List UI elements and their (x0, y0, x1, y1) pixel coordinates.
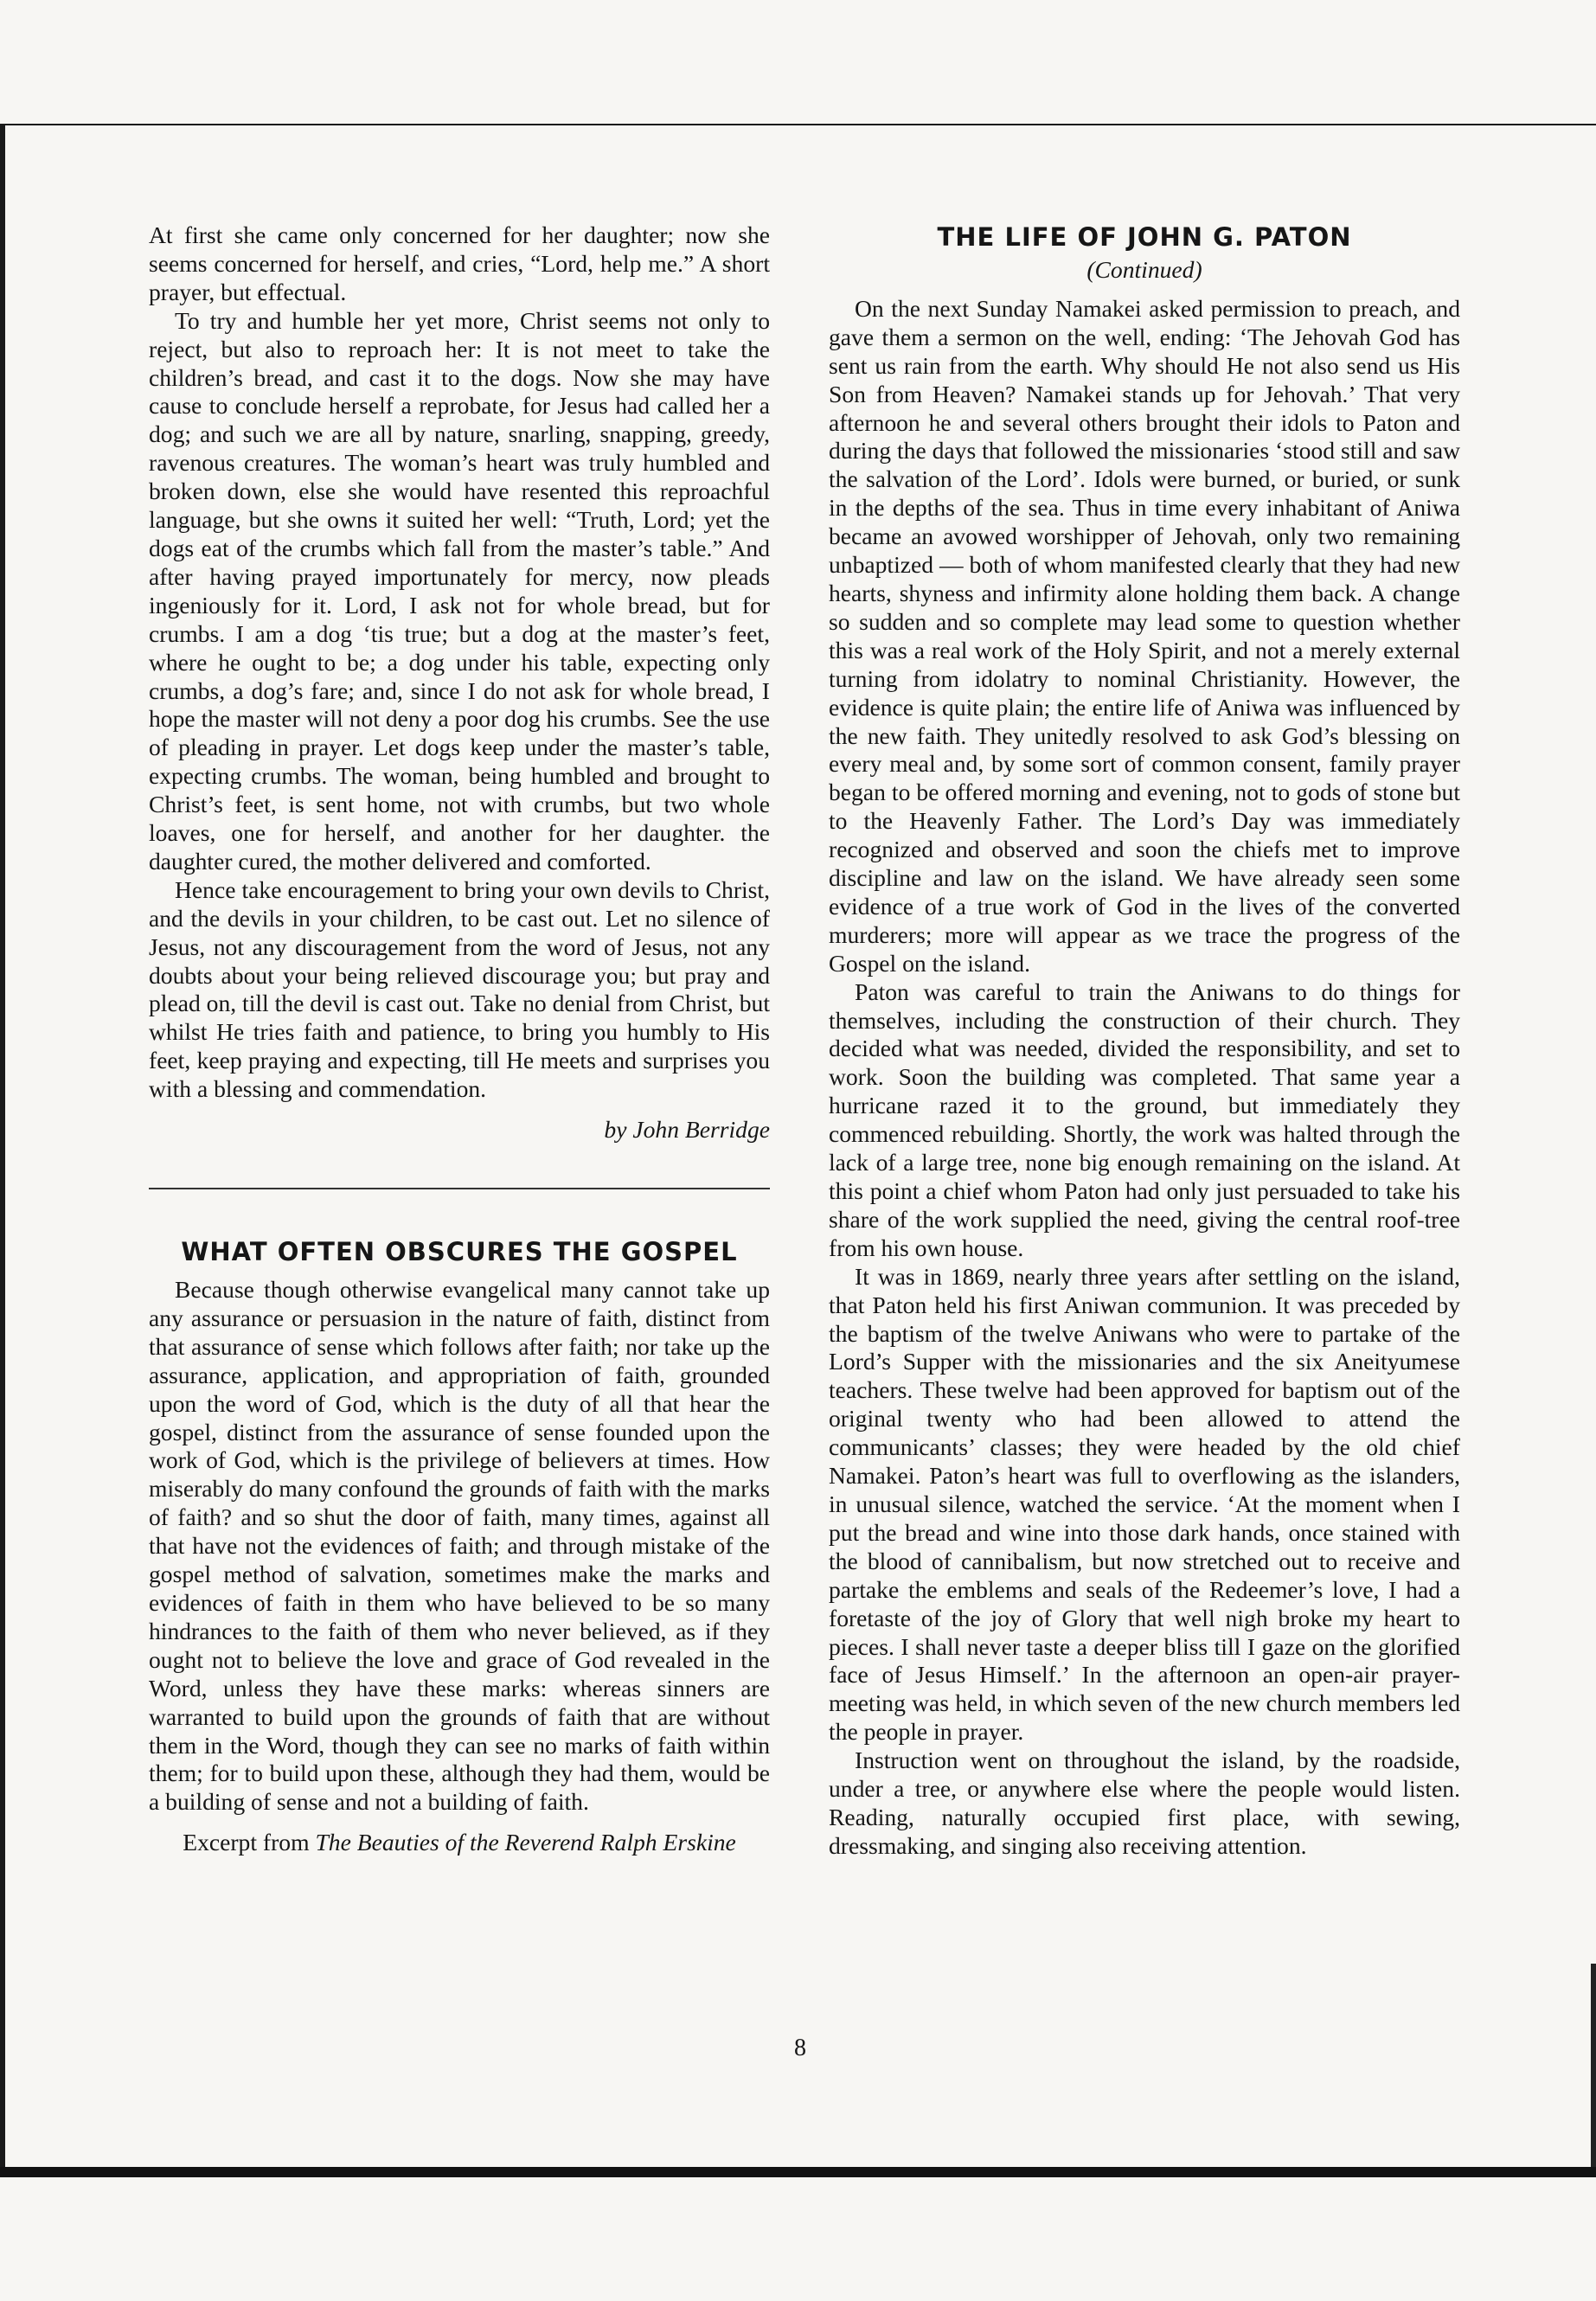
right-column (829, 221, 1460, 1861)
page-number: 8 (794, 2035, 806, 2061)
paragraph: At first she came only concerned for her daughter; now she seems concerned for herself, and cries, “Lord, help me.” A short prayer, but effectual. (149, 221, 770, 305)
paragraph: Instruction went on throughout the island, by the roadside, under a tree, or anywhere else where the people would listen. Reading, naturally occupied first place, with sewing, dressmaking, and singing also receiving attention. (829, 1747, 1460, 1859)
bottom-border-rule (0, 2167, 1596, 2177)
section-divider (149, 1188, 770, 1189)
paragraph: On the next Sunday Namakei asked permission to preach, and gave them a sermon on the well, ending: ‘The Jehovah God has sent us rain from the earth. Why should He not also send us His Son from Heaven? Namakei stands up for Jehovah.’ That very afternoon he and several others brought their idols to Paton and during the days that followed the missionaries ‘stood still and saw the salvation of the Lord’. Idols were burned, or buried, or sunk in the depths of the sea. Thus in time every inhabitant of Aniwa became an avowed worshipper of Jehovah, only two remaining unbaptized — both of whom manifested clearly that they had new hearts, shyness and infirmity alone holding them back. A change so sudden and so complete may lead some to question whether this was a real work of the Holy Spirit, and not a merely external turning from idolatry to nominal Christianity. However, the evidence is quite plain; the entire life of Aniwa was influenced by the new faith. They unitedly resolved to ask God’s blessing on every meal and, by some sort of common consent, family prayer began to be offered morning and evening, not to gods of stone but to the Heavenly Father. The Lord’s Day was immediately recognized and observed and soon the chiefs met to improve discipline and law on the island. We have already seen some evidence of a true work of God in the lives of the converted murderers; more will appear as we trace the progress of the Gospel on the island. (829, 294, 1460, 977)
section-title: WHAT OFTEN OBSCURES THE GOSPEL (181, 1237, 738, 1266)
excerpt-credit (149, 1829, 770, 1857)
top-border-rule (0, 124, 1596, 125)
byline: by John Berridge (604, 1116, 770, 1144)
article-subtitle: (Continued) (1086, 256, 1202, 283)
paragraph: It was in 1869, nearly three years after settling on the island, that Paton held his first Aniwan communion. It was preceded by the baptism of the twelve Aniwans who were to partake of the Lord’s Supper with the missionaries and the six Aneityumese teachers. These twelve had been approved for baptism out of the original twenty who had been allowed to attend the communicants’ classes; they were headed by the old chief Namakei. Paton’s heart was full to overflowing as the islanders, in unusual silence, watched the service. ‘At the moment when I put the bread and wine into those dark hands, once stained with the blood of cannibalism, but now stretched out to receive and partake the emblems and seals of the Redeemer’s love, I had a foretaste of the joy of Glory that well nigh broke my heart to pieces. I shall never taste a deeper bliss till I gaze on the glorified face of Jesus Himself.’ In the afternoon an open-air prayer-meeting was held, in which seven of the new church members led the people in prayer. (829, 1262, 1460, 1746)
paragraph: Hence take encouragement to bring your own devils to Christ, and the devils in your children, to be cast out. Let no silence of Jesus, not any discouragement from the word of Jesus, not any doubts about your being relieved discourage you; but pray and plead on, till the devil is cast out. Take no denial from Christ, but whilst He tries faith and patience, to bring you humbly to His feet, keep praying and expecting, till He meets and surprises you with a blessing and commendation. (149, 875, 770, 1103)
excerpt-title: The Beauties of the Reverend Ralph Erskine (315, 1829, 736, 1856)
excerpt-prefix: Excerpt from (183, 1829, 316, 1856)
left-column (149, 221, 770, 1857)
left-border-edge (0, 125, 5, 2176)
article-title: THE LIFE OF JOHN G. PATON (937, 222, 1352, 252)
paragraph: Paton was careful to train the Aniwans to do things for themselves, including the construction of their church. They decided what was needed, divided the responsibility, and set to work. Soon the building was completed. That same year a hurricane razed it to the ground, but immediately they commenced rebuilding. Shortly, the work was halted through the lack of a large tree, none big enough remaining on the island. At this point a chief whom Paton had only just persuaded to take his share of the work supplied the need, giving the central roof-tree from his own house. (829, 977, 1460, 1261)
right-border-edge (1591, 1964, 1596, 2171)
paragraph: Because though otherwise evangelical many cannot take up any assurance or persuasion in the nature of faith, distinct from that assurance of sense which follows after faith; nor take up the assurance, application, and appropriation of faith, grounded upon the word of God, which is the duty of all that hear the gospel, distinct from the assurance of sense founded upon the work of God, which is the privilege of believers at times. How miserably do many confound the grounds of faith with the marks of faith? and so shut the door of faith, many times, against all that have not the evidences of faith; and through mistake of the gospel method of salvation, sometimes make the marks and evidences of faith in them who have believed to be so many hindrances to the faith of them who never believed, as if they ought not to believe the love and grace of God revealed in the Word, unless they have these marks: whereas sinners are warranted to build upon the grounds of faith that are without them in the Word, though they can see no marks of faith within them; for to build upon these, although they had them, would be a building of sense and not a building of faith. (149, 1276, 770, 1816)
paragraph: To try and humble her yet more, Christ seems not only to reject, but also to reproach her: It is not meet to take the children’s bread, and cast it to the dogs. Now she may have cause to conclude herself a reprobate, for Jesus had called her a dog; and such we are all by nature, snarling, snapping, greedy, ravenous creatures. The woman’s heart was truly humbled and broken down, else she would have resented this reproachful language, but she owns it suited her well: “Truth, Lord; yet the dogs eat of the crumbs which fall from the master’s table.” And after having prayed importunately for mercy, now pleads ingeniously for it. Lord, I ask not for whole bread, but for crumbs. I am a dog ‘tis true; but a dog at the master’s feet, where he ought to be; a dog under his table, expecting only crumbs, a dog’s fare; and, since I do not ask for whole bread, I hope the master will not deny a poor dog his crumbs. See the use of pleading in prayer. Let dogs keep under the master’s table, expecting crumbs. The woman, being humbled and brought to Christ’s feet, is sent home, not with crumbs, but two whole loaves, one for herself, and another for her daughter. the daughter cured, the mother delivered and comforted. (149, 306, 770, 875)
